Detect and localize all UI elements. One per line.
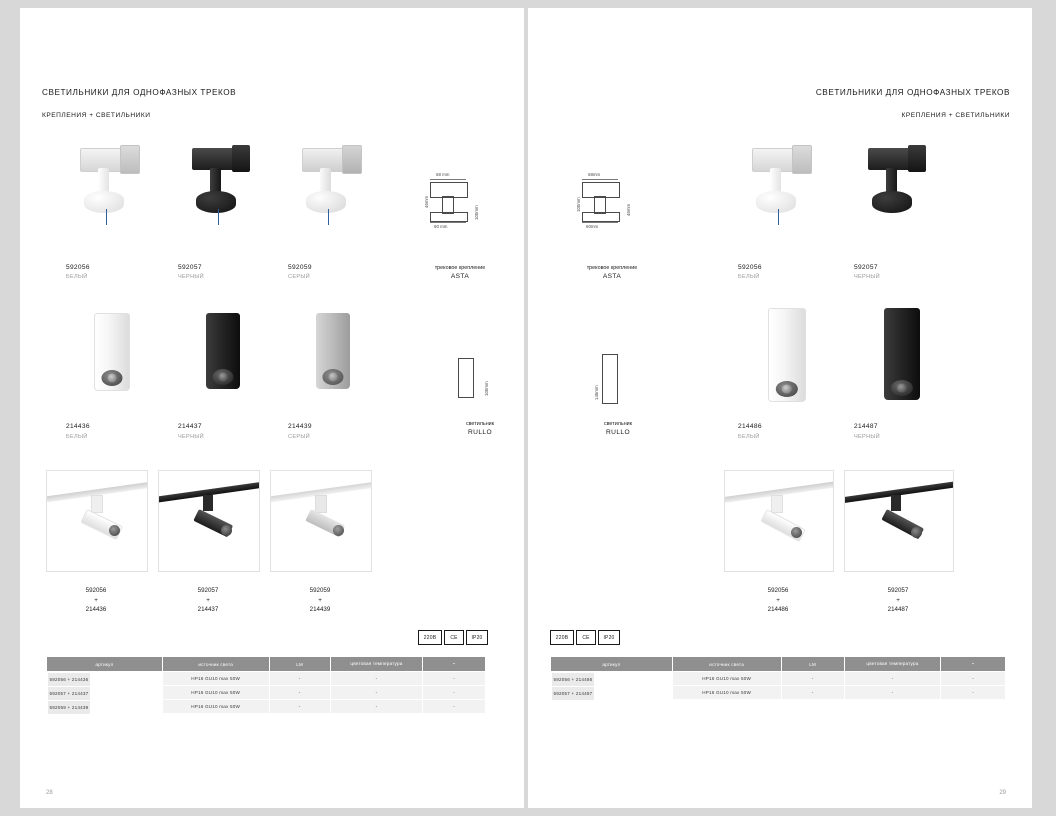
cell-source: HP16 GU10 max 50W bbox=[162, 700, 269, 714]
assembly-code-3-plus: + bbox=[318, 596, 322, 604]
product-color-mount-2: ЧЕРНЫЙ bbox=[178, 274, 205, 280]
right-page bbox=[528, 8, 1032, 808]
assembly-code-1-part1: 592056 bbox=[85, 587, 107, 594]
badge-ce-right: CE bbox=[576, 630, 596, 645]
cell-lm: - bbox=[269, 700, 330, 714]
cell-article: 592059 + 214439 bbox=[47, 700, 92, 715]
lamp-dim-left-label: 145mm bbox=[594, 385, 599, 400]
col-angle: ⌁ bbox=[941, 657, 1006, 672]
lamp-drawing-name: RULLO bbox=[468, 429, 492, 437]
cell-temp: - bbox=[844, 672, 940, 686]
product-color-lamp-1: БЕЛЫЙ bbox=[66, 434, 88, 440]
assembly-code-1-plus: + bbox=[94, 596, 98, 604]
lamp-drawing-name: RULLO bbox=[606, 429, 630, 437]
product-color-mount-r2: ЧЕРНЫЙ bbox=[854, 274, 881, 280]
cell-article: 592056 + 214436 bbox=[47, 672, 92, 687]
product-image-mount-1 bbox=[66, 143, 156, 233]
dim-bottom-label: 60 mm bbox=[434, 224, 448, 229]
product-image-mount-r1 bbox=[738, 143, 828, 233]
assembly-code-r2-part1: 592057 bbox=[887, 587, 909, 594]
assembly-code-r1-plus: + bbox=[776, 596, 780, 604]
product-code-mount-3: 592059 bbox=[288, 264, 312, 271]
right-page-subheader: КРЕПЛЕНИЯ + СВЕТИЛЬНИКИ bbox=[901, 112, 1010, 119]
dimension-drawing-lamp bbox=[430, 348, 520, 418]
product-code-lamp-r1: 214486 bbox=[738, 423, 762, 430]
cell-lm: - bbox=[781, 686, 844, 700]
col-temp: цветовая температура bbox=[330, 657, 423, 672]
col-source: источник света bbox=[162, 657, 269, 672]
dimension-drawing-mount bbox=[412, 168, 512, 248]
assembly-code-r1-part2: 214486 bbox=[767, 606, 789, 614]
product-color-mount-3: СЕРЫЙ bbox=[288, 274, 310, 280]
cell-source: HP16 GU10 max 50W bbox=[672, 672, 781, 686]
cell-source: HP16 GU10 max 50W bbox=[162, 686, 269, 700]
badge-ce: CE bbox=[444, 630, 464, 645]
product-image-lamp-r2 bbox=[884, 308, 920, 400]
lamp-drawing-caption-right bbox=[548, 420, 688, 438]
badge-voltage: 220В bbox=[418, 630, 442, 645]
cell-angle: - bbox=[423, 686, 486, 700]
assembly-photo-r2 bbox=[844, 470, 954, 572]
dim-bottom-label: 60mm bbox=[586, 224, 599, 229]
mount-drawing-title: трековое крепление bbox=[434, 265, 486, 271]
spec-table-right bbox=[550, 656, 1006, 700]
product-code-mount-2: 592057 bbox=[178, 264, 202, 271]
lamp-drawing-title: светильник bbox=[465, 421, 495, 427]
cell-source: HP16 GU10 max 50W bbox=[672, 686, 781, 700]
assembly-code-r1 bbox=[724, 586, 832, 615]
product-color-mount-1: БЕЛЫЙ bbox=[66, 274, 88, 280]
assembly-code-r2-part2: 214487 bbox=[887, 606, 909, 614]
dim-top-label: 68mm bbox=[588, 172, 601, 177]
product-image-lamp-r1 bbox=[768, 308, 806, 402]
col-temp: цветовая температура bbox=[844, 657, 940, 672]
table-row bbox=[551, 686, 1006, 700]
product-code-mount-r2: 592057 bbox=[854, 264, 878, 271]
assembly-code-r1-part1: 592056 bbox=[767, 587, 789, 594]
cell-temp: - bbox=[844, 686, 940, 700]
product-code-mount-1: 592056 bbox=[66, 264, 90, 271]
product-image-mount-2 bbox=[178, 143, 268, 233]
table-header-row bbox=[47, 657, 486, 672]
dim-left-label: 100mm bbox=[576, 197, 581, 212]
table-row bbox=[47, 686, 486, 700]
cell-temp: - bbox=[330, 686, 423, 700]
spec-table-left bbox=[46, 656, 486, 714]
col-article: артикул bbox=[47, 657, 163, 672]
col-source: источник света bbox=[672, 657, 781, 672]
product-code-lamp-3: 214439 bbox=[288, 423, 312, 430]
left-page-number: 28 bbox=[46, 790, 53, 796]
badge-voltage-right: 220В bbox=[550, 630, 574, 645]
assembly-photo-2 bbox=[158, 470, 260, 572]
product-image-mount-3 bbox=[288, 143, 378, 233]
product-color-lamp-r2: ЧЕРНЫЙ bbox=[854, 434, 881, 440]
cell-angle: - bbox=[423, 700, 486, 714]
lamp-drawing-caption bbox=[410, 420, 524, 438]
product-code-mount-r1: 592056 bbox=[738, 264, 762, 271]
col-lm: LM bbox=[269, 657, 330, 672]
assembly-code-3-part2: 214439 bbox=[309, 606, 331, 614]
dim-top-label: 68 mm bbox=[436, 172, 450, 177]
product-image-lamp-3 bbox=[316, 313, 350, 389]
product-color-lamp-2: ЧЕРНЫЙ bbox=[178, 434, 205, 440]
right-page-header: СВЕТИЛЬНИКИ ДЛЯ ОДНОФАЗНЫХ ТРЕКОВ bbox=[815, 88, 1010, 97]
cell-angle: - bbox=[941, 686, 1006, 700]
product-code-lamp-r2: 214487 bbox=[854, 423, 878, 430]
mount-drawing-name: ASTA bbox=[602, 273, 622, 281]
mount-drawing-name: ASTA bbox=[450, 273, 470, 281]
dim-right-label: 100mm bbox=[474, 205, 479, 220]
product-color-mount-r1: БЕЛЫЙ bbox=[738, 274, 760, 280]
mount-drawing-caption bbox=[390, 264, 524, 282]
table-row bbox=[47, 700, 486, 714]
left-page-subheader: КРЕПЛЕНИЯ + СВЕТИЛЬНИКИ bbox=[42, 112, 151, 119]
product-image-lamp-1 bbox=[94, 313, 130, 391]
product-image-mount-r2 bbox=[854, 143, 944, 233]
assembly-code-2-part2: 214437 bbox=[197, 606, 219, 614]
assembly-code-3 bbox=[270, 586, 370, 615]
assembly-code-1-part2: 214436 bbox=[85, 606, 107, 614]
cell-temp: - bbox=[330, 672, 423, 686]
badge-ip-right: IP20 bbox=[598, 630, 620, 645]
cell-source: HP16 GU10 max 50W bbox=[162, 672, 269, 686]
left-page-header: СВЕТИЛЬНИКИ ДЛЯ ОДНОФАЗНЫХ ТРЕКОВ bbox=[42, 88, 237, 97]
product-code-lamp-2: 214437 bbox=[178, 423, 202, 430]
table-row bbox=[47, 672, 486, 686]
assembly-code-2 bbox=[158, 586, 258, 615]
assembly-photo-1 bbox=[46, 470, 148, 572]
cell-angle: - bbox=[941, 672, 1006, 686]
product-color-lamp-3: СЕРЫЙ bbox=[288, 434, 310, 440]
table-header-row bbox=[551, 657, 1006, 672]
product-image-lamp-2 bbox=[206, 313, 240, 389]
assembly-photo-3 bbox=[270, 470, 372, 572]
cell-angle: - bbox=[423, 672, 486, 686]
dim-left-label: 46mm bbox=[424, 195, 429, 208]
left-page bbox=[20, 8, 524, 808]
dimension-drawing-lamp-right bbox=[572, 348, 662, 418]
cell-article: 592057 + 214487 bbox=[551, 686, 596, 701]
assembly-code-r2 bbox=[844, 586, 952, 615]
right-page-number: 29 bbox=[999, 790, 1006, 796]
col-angle: ⌁ bbox=[423, 657, 486, 672]
assembly-code-r2-plus: + bbox=[896, 596, 900, 604]
col-lm: LM bbox=[781, 657, 844, 672]
assembly-code-2-part1: 592057 bbox=[197, 587, 219, 594]
cell-lm: - bbox=[269, 672, 330, 686]
dimension-drawing-mount-right bbox=[564, 168, 664, 248]
cell-temp: - bbox=[330, 700, 423, 714]
cell-article: 592057 + 214437 bbox=[47, 686, 92, 701]
product-code-lamp-1: 214436 bbox=[66, 423, 90, 430]
assembly-photo-r1 bbox=[724, 470, 834, 572]
cell-article: 592056 + 214486 bbox=[551, 672, 596, 687]
mount-drawing-title: трековое крепление bbox=[586, 265, 638, 271]
assembly-code-2-plus: + bbox=[206, 596, 210, 604]
cell-lm: - bbox=[269, 686, 330, 700]
lamp-dim-right-label: 100mm bbox=[484, 381, 489, 396]
col-article: артикул bbox=[551, 657, 673, 672]
dim-right-label: 46mm bbox=[626, 203, 631, 216]
table-row bbox=[551, 672, 1006, 686]
cell-lm: - bbox=[781, 672, 844, 686]
mount-drawing-caption-right bbox=[542, 264, 682, 282]
product-color-lamp-r1: БЕЛЫЙ bbox=[738, 434, 760, 440]
assembly-code-1 bbox=[46, 586, 146, 615]
lamp-drawing-title: светильник bbox=[603, 421, 633, 427]
assembly-code-3-part1: 592059 bbox=[309, 587, 331, 594]
badge-ip: IP20 bbox=[466, 630, 488, 645]
